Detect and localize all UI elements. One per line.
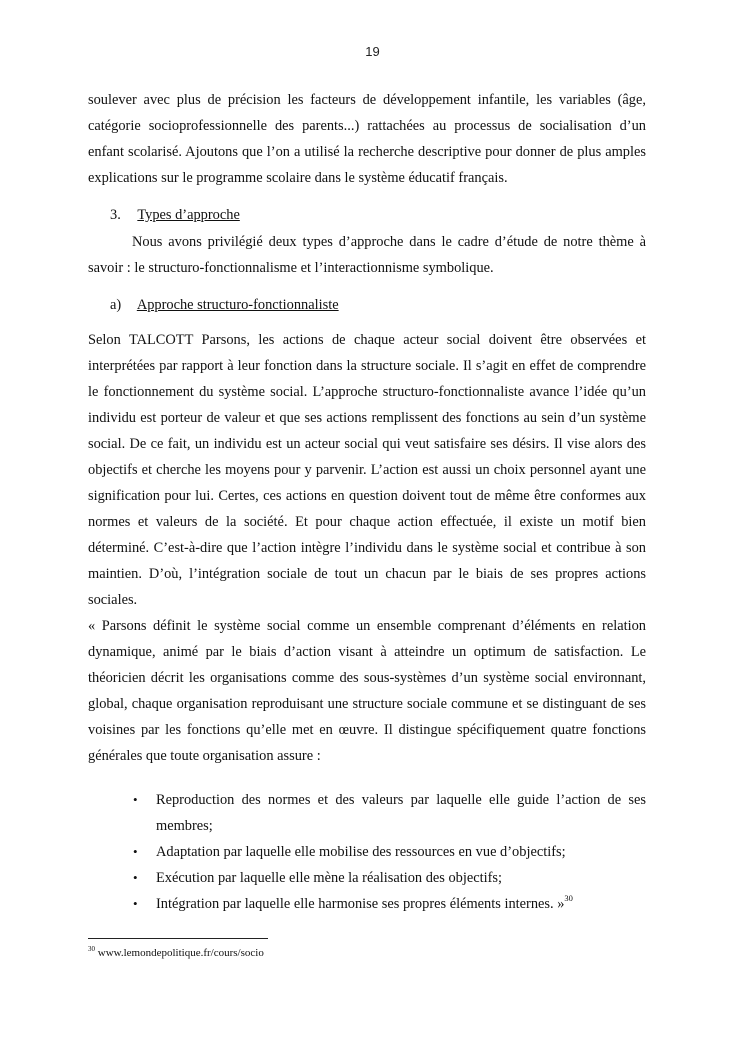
footnote-number: 30 — [88, 945, 95, 953]
list-item-text: Reproduction des normes et des valeurs par laquelle elle guide l’action de ses membres; — [156, 792, 646, 834]
section-heading-types — [88, 205, 646, 225]
functions-list — [88, 787, 646, 917]
list-item-text: Intégration par laquelle elle harmonise ses propres éléments internes. » — [156, 896, 565, 912]
list-item — [133, 865, 646, 891]
subsection-number: a) — [110, 297, 122, 313]
subsection-heading-structuro — [88, 295, 646, 315]
list-item — [133, 839, 646, 865]
footnote — [88, 946, 264, 960]
page-body — [88, 87, 646, 917]
footnote-link-text: www.lemondepolitique.fr/cours/socio — [97, 947, 264, 959]
page-number: 19 — [365, 44, 380, 59]
section-title: Types d’approche — [137, 207, 240, 223]
list-item-text: Adaptation par laquelle elle mobilise des ressources en vue d’objectifs; — [156, 844, 566, 860]
subsection-title: Approche structuro-fonctionnaliste — [136, 297, 339, 313]
bullet-icon: • — [133, 844, 138, 859]
parsons-paragraph: Selon TALCOTT Parsons, les actions de chaque acteur social doivent être observées et interprétées par rapport à leur fonction dans la structure sociale. Il s’agit en effet de comprendre le fonctionnement du système social. L’approche structuro-fonctionnaliste avance l’idée qu’un individu est porteur de valeur et que ses actions remplissent des fonctions au sein d’un système social. De ce fait, un individu est un acteur social qui veut satisfaire ses désirs. Il vise alors des objectifs et cherche les moyens pour y parvenir. L’action est aussi un choix personnel ayant une signification pour lui. Certes, ces actions en question doivent tout de même être conformes aux normes et valeurs de la société. Et pour chaque action effectuée, il existe un motif bien déterminé. C’est-à-dire que l’action intègre l’individu dans le système social et contribue à son maintien. D’où, l’intégration sociale de tout un chacun par le biais de ses propres actions sociales. — [88, 332, 646, 608]
bullet-icon: • — [133, 792, 138, 807]
section-number: 3. — [110, 207, 121, 223]
list-item — [133, 891, 646, 917]
footnote-reference: 30 — [564, 893, 573, 903]
list-item-text: Exécution par laquelle elle mène la réalisation des objectifs; — [156, 870, 503, 886]
types-intro-paragraph: Nous avons privilégié deux types d’approche dans le cadre d’étude de notre thème à savoir : le structuro-fonctionnalisme et l’interactionnisme symbolique. — [88, 234, 646, 276]
bullet-icon: • — [133, 870, 138, 885]
footnote-divider — [88, 938, 268, 939]
quote-paragraph: « Parsons définit le système social comme un ensemble comprenant d’éléments en relation dynamique, animé par le biais d’action visant à atteindre un optimum de satisfaction. Le théoricien décrit les organisations comme des sous-systèmes d’un système social environnant, global, chaque organisation reproduisant une structure sociale commune et se distinguant de ses voisines par les fonctions qu’elle met en œuvre. Il distingue spécifiquement quatre fonctions générales que toute organisation assure : — [88, 618, 646, 764]
intro-paragraph: soulever avec plus de précision les facteurs de développement infantile, les variables (âge, catégorie socioprofessionnelle des parents...) rattachées au processus de socialisation d’un enfant scolarisé. Ajoutons que l’on a utilisé la recherche descriptive pour donner de plus amples explications sur le programme scolaire dans le système éducatif français. — [88, 92, 646, 186]
list-item — [133, 787, 646, 839]
bullet-icon: • — [133, 896, 138, 911]
